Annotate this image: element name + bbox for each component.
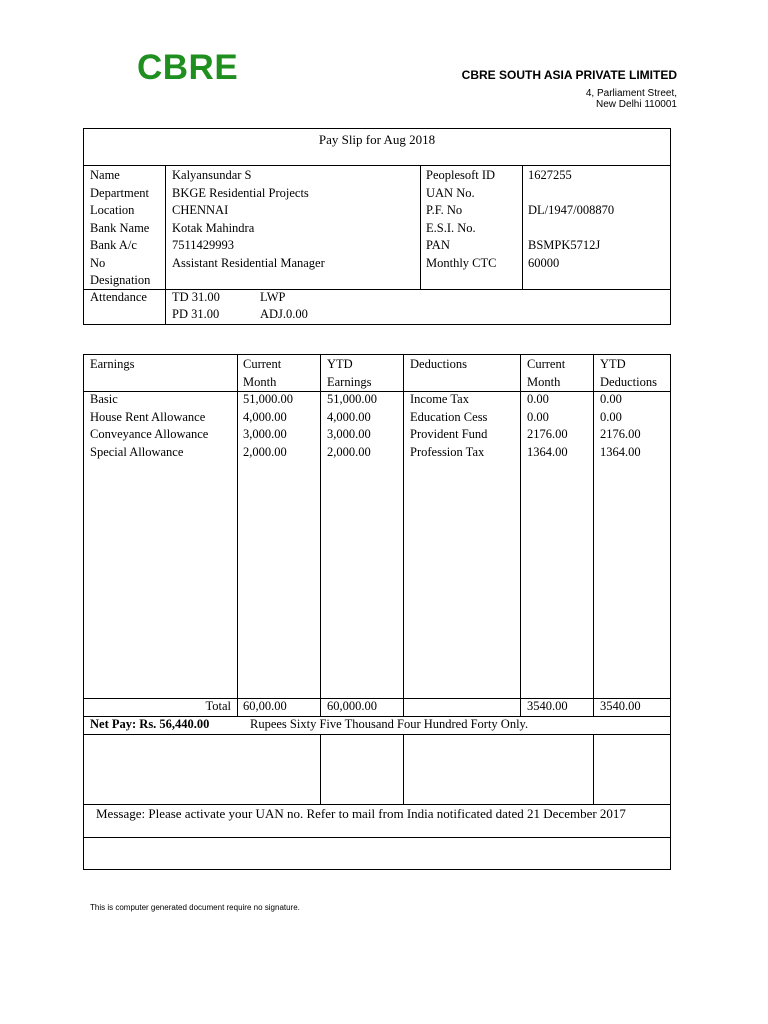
deduction-provident-fund-ytd: 2176.00 [600, 427, 641, 441]
label-designation: Designation [90, 273, 151, 287]
attendance-lwp: LWP [260, 290, 286, 304]
deduction-names [410, 391, 487, 461]
deduction-provident-fund-current: 2176.00 [527, 427, 568, 441]
earning-conveyance: Conveyance Allowance [90, 427, 209, 441]
net-pay-words: Rupees Sixty Five Thousand Four Hundred Forty Only. [250, 717, 529, 731]
deduction-profession-tax: Profession Tax [410, 444, 485, 459]
label-peoplesoft-id: Peoplesoft ID [426, 168, 496, 182]
header-current-month-line1: Current [243, 357, 282, 371]
earning-hra-ytd: 4,000.00 [327, 409, 371, 424]
total-ded-current: 3540.00 [527, 699, 568, 713]
footer-note: This is computer generated document require no signature. [90, 903, 300, 912]
label-bank-ac: Bank A/c [90, 238, 137, 252]
value-location: CHENNAI [172, 203, 229, 217]
company-address [586, 88, 677, 110]
header-deductions: Deductions [410, 357, 467, 371]
address-line-2: New Delhi 110001 [596, 99, 677, 110]
company-logo: CBRE [137, 48, 239, 87]
value-column-left [172, 167, 325, 272]
label-column-left [90, 167, 150, 290]
deduction-income-tax: Income Tax [410, 392, 469, 406]
header-ded-current-line2: Month [527, 374, 561, 389]
company-name: CBRE SOUTH ASIA PRIVATE LIMITED [461, 68, 677, 82]
deduction-income-tax-current: 0.00 [527, 392, 549, 406]
deduction-income-tax-ytd: 0.00 [600, 392, 622, 406]
header-current-month-line2: Month [243, 374, 277, 389]
value-name: Kalyansundar S [172, 168, 252, 182]
value-column-right [528, 167, 614, 272]
value-bank-ac: 7511429993 [172, 238, 235, 252]
header-earnings: Earnings [90, 357, 135, 371]
header-ded-current-month [527, 356, 565, 391]
deduction-current [527, 391, 568, 461]
label-bank-name: Bank Name [90, 220, 150, 235]
earning-special-ytd: 2,000.00 [327, 444, 371, 459]
header-ytd-earnings-line1: YTD [327, 357, 353, 371]
label-location: Location [90, 203, 135, 217]
label-no: No [90, 255, 106, 270]
value-pan: BSMPK5712J [528, 238, 601, 252]
label-department: Department [90, 185, 150, 200]
label-esi: E.S.I. No. [426, 220, 476, 235]
payslip-title: Pay Slip for Aug 2018 [318, 132, 436, 147]
attendance-pd: PD 31.00 [172, 307, 220, 321]
earning-basic-ytd: 51,000.00 [327, 392, 377, 406]
header-ytd-earnings-line2: Earnings [327, 374, 372, 389]
earning-hra: House Rent Allowance [90, 409, 206, 424]
deduction-education-cess-ytd: 0.00 [600, 409, 622, 424]
label-pan: PAN [426, 238, 450, 252]
value-designation: Assistant Residential Manager [172, 255, 325, 270]
earning-special-current: 2,000.00 [243, 444, 287, 459]
value-bank-name: Kotak Mahindra [172, 220, 255, 235]
earning-special: Special Allowance [90, 444, 184, 459]
label-pf: P.F. No [426, 203, 463, 217]
earning-conveyance-ytd: 3,000.00 [327, 427, 371, 441]
total-ded-ytd: 3540.00 [600, 699, 641, 713]
total-ytd: 60,000.00 [327, 699, 377, 713]
address-line-1: 4, Parliament Street, [585, 88, 677, 99]
value-esi [528, 220, 614, 238]
label-monthly-ctc: Monthly CTC [426, 255, 497, 270]
header-ytd-earnings [327, 356, 371, 391]
deduction-profession-tax-current: 1364.00 [527, 444, 568, 459]
uan-message: Message: Please activate your UAN no. Refer to mail from India notificated dated 21 December 2017 [96, 806, 626, 821]
earning-basic: Basic [90, 392, 118, 406]
header-ytd-ded-line1: YTD [600, 357, 626, 371]
header-ded-current-line1: Current [527, 357, 566, 371]
deduction-education-cess-current: 0.00 [527, 409, 549, 424]
attendance-label: Attendance [90, 290, 147, 304]
net-pay: Net Pay: Rs. 56,440.00 [90, 717, 210, 731]
earnings-ytd [327, 391, 377, 461]
attendance-adj: ADJ.0.00 [260, 307, 308, 321]
total-label: Total [205, 699, 231, 713]
value-monthly-ctc: 60000 [528, 255, 560, 270]
earning-hra-current: 4,000.00 [243, 409, 287, 424]
header-ytd-deductions [600, 356, 657, 391]
value-department: BKGE Residential Projects [172, 185, 309, 200]
earnings-names [90, 391, 208, 461]
deduction-profession-tax-ytd: 1364.00 [600, 444, 641, 459]
label-column-right [426, 167, 497, 272]
deduction-education-cess: Education Cess [410, 409, 488, 424]
total-current: 60,00.00 [243, 699, 287, 713]
attendance-td: TD 31.00 [172, 290, 220, 304]
header-ytd-ded-line2: Deductions [600, 374, 657, 389]
deduction-ytd [600, 391, 641, 461]
deduction-provident-fund: Provident Fund [410, 427, 488, 441]
earnings-current [243, 391, 293, 461]
value-peoplesoft-id: 1627255 [528, 168, 572, 182]
header-current-month [243, 356, 281, 391]
label-uan: UAN No. [426, 185, 475, 200]
label-name: Name [90, 168, 120, 182]
value-uan [528, 185, 614, 203]
value-pf: DL/1947/008870 [528, 203, 615, 217]
earning-conveyance-current: 3,000.00 [243, 427, 287, 441]
earning-basic-current: 51,000.00 [243, 392, 293, 406]
